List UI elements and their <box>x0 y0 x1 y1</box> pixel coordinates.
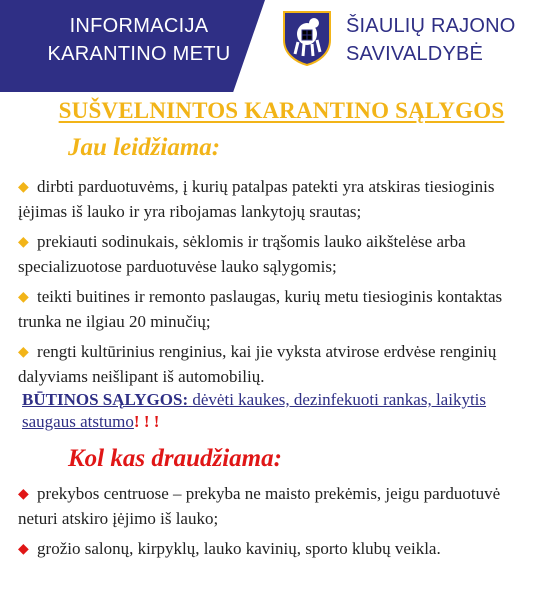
header <box>0 0 557 92</box>
municipality-line-2: SAVIVALDYBĖ <box>346 43 484 65</box>
list-item <box>18 286 540 333</box>
required-label: BŪTINOS SĄLYGOS: <box>22 390 189 409</box>
red-diamond-icon: ◆ <box>18 542 29 557</box>
banner-line-2: KARANTINO METU <box>47 43 231 65</box>
allowed-heading: Jau leidžiama: <box>68 134 221 161</box>
list-item <box>18 483 540 530</box>
list-item <box>18 231 540 278</box>
allowed-list <box>18 176 540 396</box>
coat-of-arms-icon <box>282 10 332 66</box>
yellow-diamond-icon: ◆ <box>18 345 29 360</box>
required-text: dėvėti kaukes, dezinfekuoti rankas, laikytis saugaus atstumo <box>22 390 487 431</box>
required-conditions <box>22 389 542 433</box>
forbidden-heading: Kol kas draudžiama: <box>68 445 282 472</box>
forbidden-item-text: prekybos centruose – prekyba ne maisto prekėmis, jeigu parduotuvė neturi atskiro įėjimo iš lauko; <box>18 484 501 528</box>
forbidden-list <box>18 483 540 571</box>
forbidden-item-text: grožio salonų, kirpyklų, lauko kavinių, sporto klubų veikla. <box>37 539 441 558</box>
page-title: SUŠVELNINTOS KARANTINO SĄLYGOS <box>58 98 505 123</box>
required-exclamation: ! ! ! <box>133 412 160 431</box>
municipality-line-1: ŠIAULIŲ RAJONO <box>346 15 516 37</box>
banner-line-1: INFORMACIJA <box>69 15 209 37</box>
list-item <box>18 341 540 388</box>
red-diamond-icon: ◆ <box>18 487 29 502</box>
yellow-diamond-icon: ◆ <box>18 180 29 195</box>
yellow-diamond-icon: ◆ <box>18 235 29 250</box>
allowed-item-text: prekiauti sodinukais, sėklomis ir trąšomis lauko aikštelėse arba specializuotose parduotuvėse lauko sąlygomis; <box>18 232 466 276</box>
list-item <box>18 176 540 223</box>
list-item <box>18 538 540 563</box>
municipality-name <box>346 12 516 68</box>
allowed-item-text: rengti kultūrinius renginius, kai jie vyksta atvirose erdvėse renginių dalyviams neišlipant iš automobilių. <box>18 342 497 386</box>
yellow-diamond-icon: ◆ <box>18 290 29 305</box>
allowed-item-text: dirbti parduotuvėms, į kurių patalpas patekti yra atskiras tiesioginis įėjimas iš lauko ir yra ribojamas lankytojų srautas; <box>18 177 495 221</box>
banner-text <box>34 12 244 68</box>
allowed-item-text: teikti buitines ir remonto paslaugas, kurių metu tiesioginis kontaktas trunka ne ilgiau 20 minučių; <box>18 287 503 331</box>
